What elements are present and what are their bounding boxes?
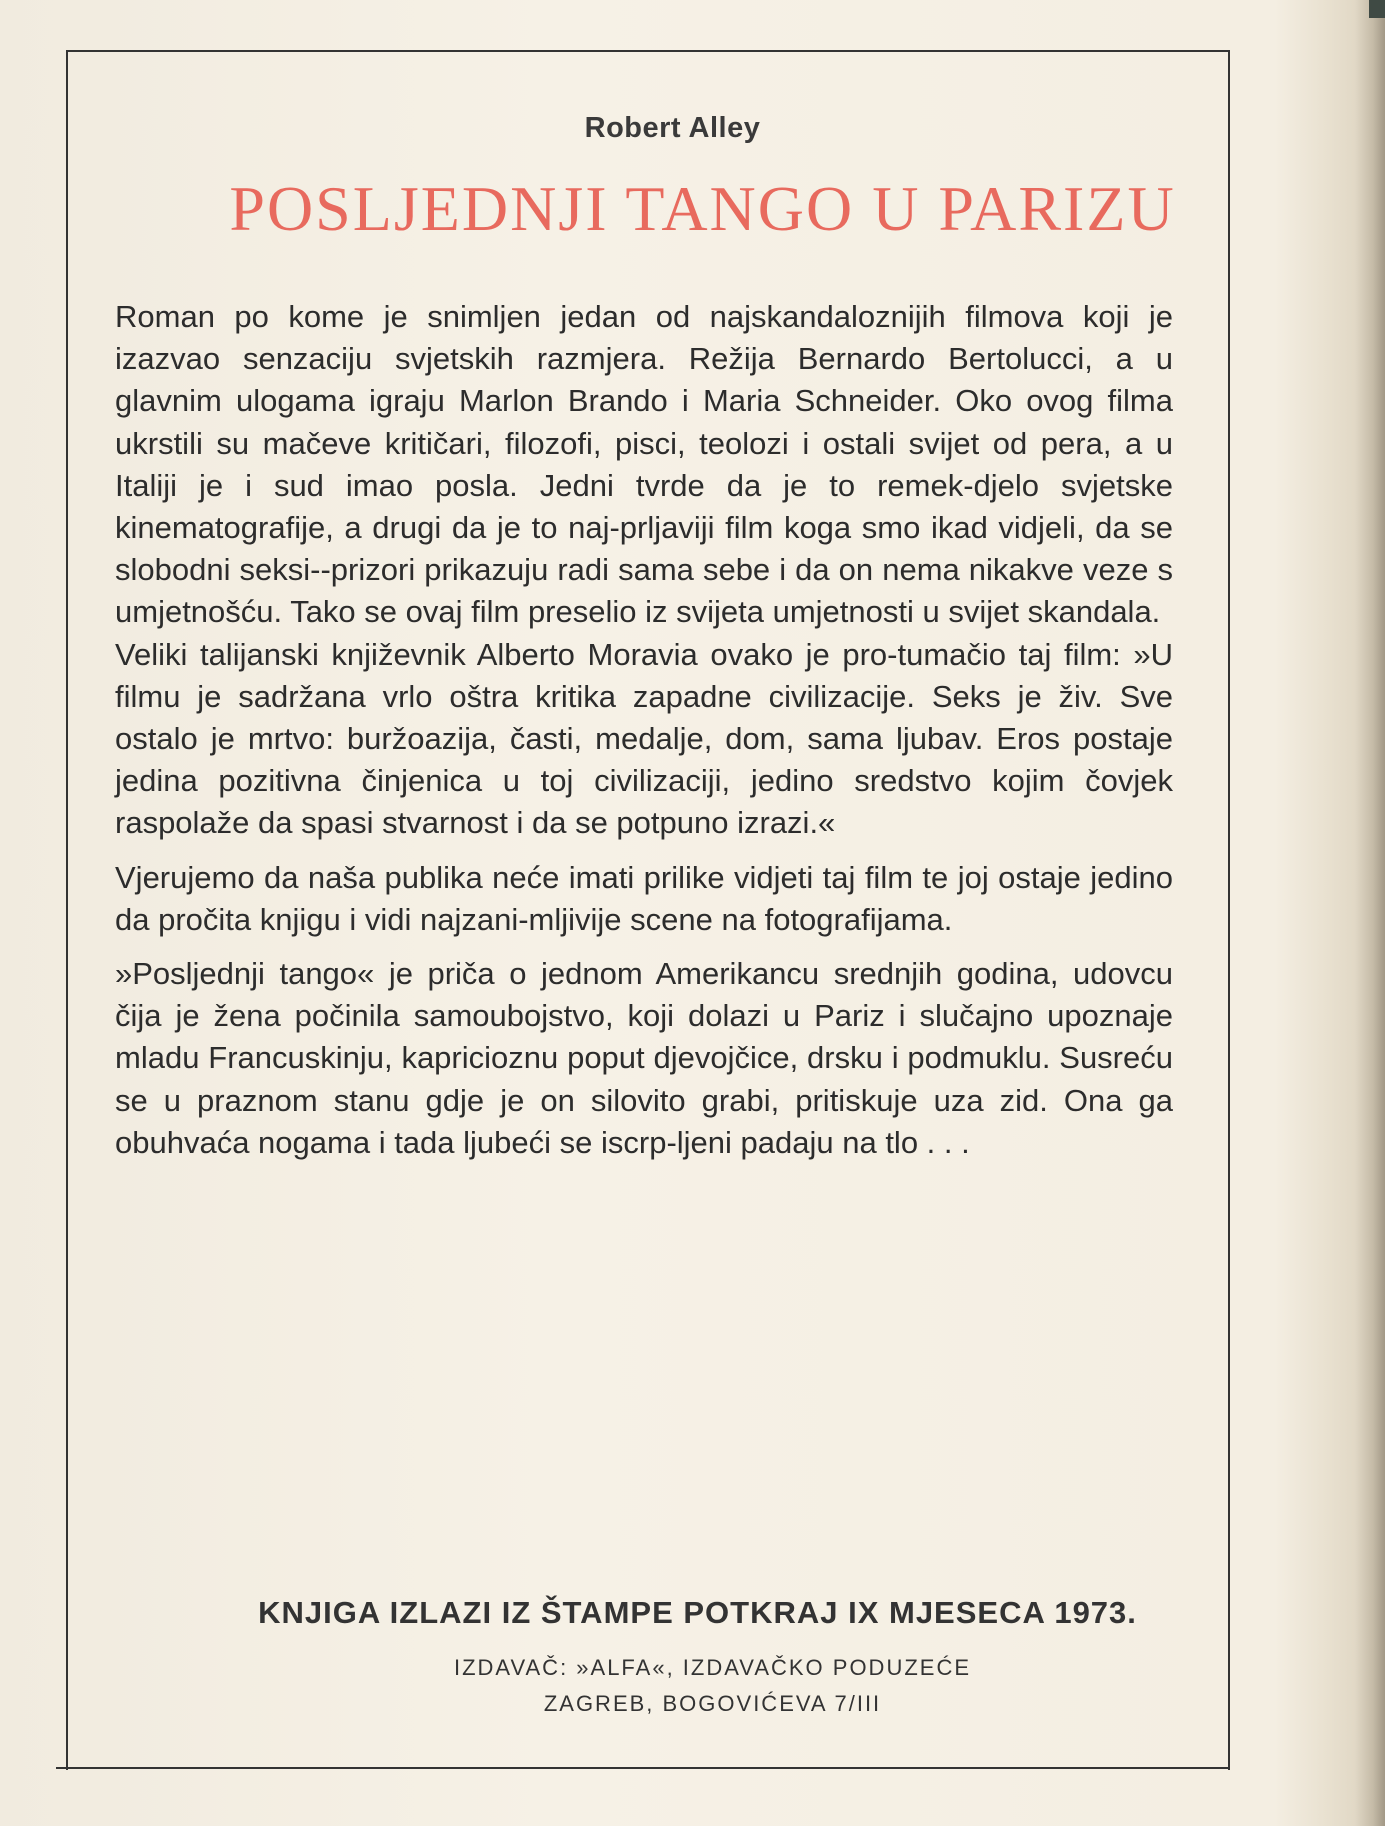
release-announcement: KNJIGA IZLAZI IZ ŠTAMPE POTKRAJ IX MJESECA 1973. [258,1595,1137,1630]
publisher-info [40,1650,1385,1722]
paragraph-synopsis: »Posljednji tango« je priča o jednom Amerikancu srednjih godina, udovcu čija je žena počinila samoubojstvo, koji dolazi u Pariz i slučajno upoznaje mladu Francuskinju, kapricioznu poput djevojčice, drsku i podmuklu. Susreću se u praznom stanu gdje je on silovito grabi, pritiskuje uza zid. Ona ga obuhvaća nogama i tada ljubeći se iscrp-ljeni padaju na tlo . . . [115,956,1173,1160]
description-text [115,296,1173,1164]
frame-top-rule [66,50,1228,52]
publisher-line-2: ZAGREB, BOGOVIĆEVA 7/III [543,1691,882,1716]
publisher-line-1: IZDAVAČ: »ALFA«, IZDAVAČKO PODUZEĆE [453,1655,972,1680]
paragraph-audience: Vjerujemo da naša publika neće imati prilike vidjeti taj film te joj ostaje jedino da pročita knjigu i vidi najzani-mljivije scene na fotografijama. [115,859,1173,937]
binding-shadow [1355,0,1385,1826]
paragraph-moravia: Veliki talijanski književnik Alberto Moravia ovako je pro-tumačio taj film: »U filmu je sadržana vrlo oštra kritika zapadne civilizacije. Seks je živ. Sve ostalo je mrtvo: buržoazija, časti, medalje, dom, sama ljubav. Eros postaje jedina pozitivna činjenica u toj civilizaciji, jedino sredstvo kojim čovjek raspolaže da spasi stvarnost i da se potpuno izrazi.« [115,636,1173,841]
book-title: POSLJEDNJI TANGO U PARIZU [229,173,1176,244]
paragraph-intro: Roman po kome je snimljen jedan od najskandaloznijih filmova koji je izazvao senzaciju svjetskih razmjera. Režija Bernardo Bertolucci, a u glavnim ulogama igraju Marlon Brando i Maria Schneider. Oko ovog filma ukrstili su mačeve kritičari, filozofi, pisci, teolozi i ostali svijet od pera, a u Italiji je i sud imao posla. Jedni tvrde da je to remek-djelo svjetske kinematografije, a drugi da je to naj-prljaviji film koga smo ikad vidjeli, da se slobodni seksi--prizori prikazuju radi sama sebe i da on nema nikakve veze s umjetnošću. Tako se ovaj film preselio iz svijeta umjetnosti u svijet skandala. [115,299,1173,630]
frame-bottom-rule [56,1767,1228,1769]
author-name: Robert Alley [584,112,761,144]
corner-mark [1369,0,1385,18]
